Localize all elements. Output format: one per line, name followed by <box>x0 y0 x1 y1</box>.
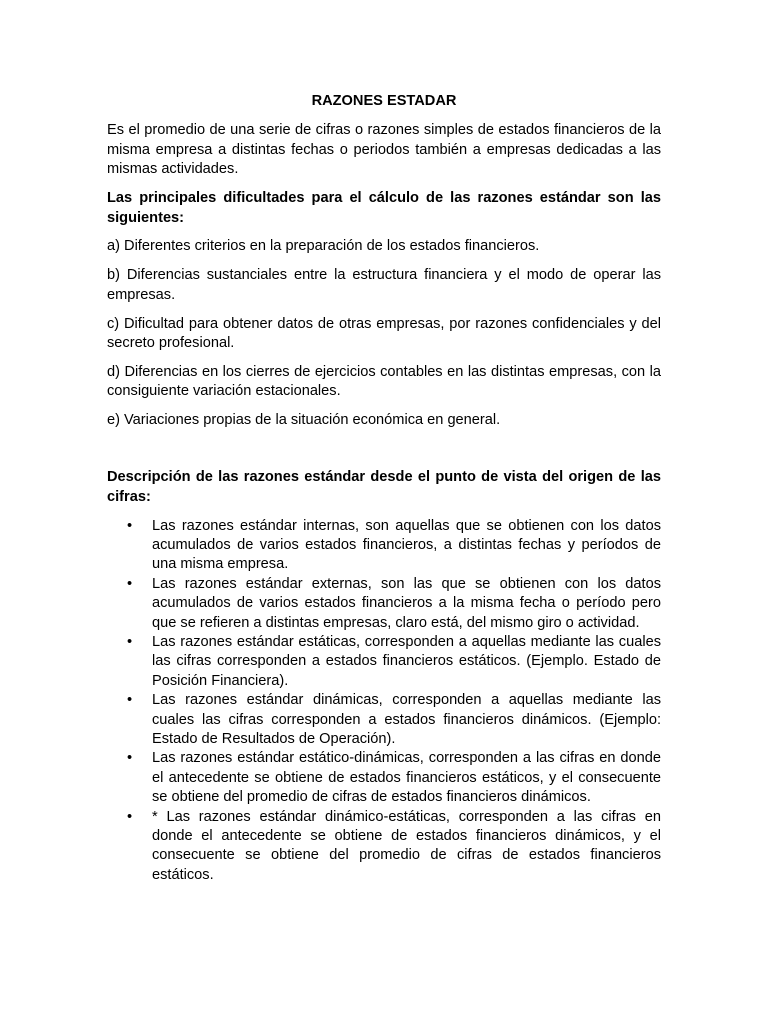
difficulty-item-b: b) Diferencias sustanciales entre la estructura financiera y el modo de operar las empresas. <box>107 267 661 303</box>
list-item <box>107 808 661 886</box>
document-page <box>107 92 661 885</box>
difficulty-item-c: c) Dificultad para obtener datos de otras empresas, por razones confidenciales y del secreto profesional. <box>107 315 661 352</box>
bullet-list <box>107 517 661 886</box>
list-item <box>107 517 661 575</box>
bullet-icon: • <box>127 808 133 825</box>
list-item-text: Las razones estándar dinámicas, corresponden a aquellas mediante las cuales las cifras corresponden a estados financieros dinámicos. (Ejemplo: Estado de Resultados de Operación). <box>152 692 661 747</box>
description-heading: Descripción de las razones estándar desde el punto de vista del origen de las cifras: <box>107 469 661 505</box>
difficulties-heading: Las principales dificultades para el cálculo de las razones estándar son las siguientes: <box>107 190 661 226</box>
list-item-text: Las razones estándar estático-dinámicas, corresponden a las cifras en donde el antecedente se obtiene de estados financieros estáticos, y el consecuente se obtiene del promedio de cifras de estados financieros dinámicos. <box>152 750 661 806</box>
list-item <box>107 633 661 691</box>
bullet-icon: • <box>127 517 133 534</box>
difficulty-item-d: d) Diferencias en los cierres de ejercicios contables en las distintas empresas, con la consiguiente variación estacionales. <box>107 363 661 400</box>
list-item <box>107 691 661 749</box>
list-item <box>107 575 661 633</box>
bullet-icon: • <box>127 575 133 592</box>
section-spacer <box>107 440 661 468</box>
difficulty-item-a: a) Diferentes criterios en la preparación de los estados financieros. <box>107 238 540 255</box>
list-item-text: Las razones estándar estáticas, corresponden a aquellas mediante las cuales las cifras corresponden a estados financieros estáticos. (Ejemplo. Estado de Posición Financiera). <box>152 633 661 689</box>
list-item-text: * Las razones estándar dinámico-estáticas, corresponden a las cifras en donde el antecedente se obtiene de estados financieros dinámicos, y el consecuente se obtiene del promedio de cifras de estados financieros estáticos. <box>152 808 661 883</box>
bullet-icon: • <box>127 750 133 767</box>
document-title: RAZONES ESTADAR <box>311 93 457 109</box>
difficulty-item-e: e) Variaciones propias de la situación económica en general. <box>107 412 501 429</box>
list-item-text: Las razones estándar externas, son las que se obtienen con los datos acumulados de varios estados financieros a la misma fecha o período pero que se refieren a distintas empresas, claro está, del mismo giro o actividad. <box>152 575 661 631</box>
intro-paragraph: Es el promedio de una serie de cifras o razones simples de estados financieros de la misma empresa a distintas fechas o periodos también a empresas dedicadas a las mismas actividades. <box>107 122 661 178</box>
bullet-icon: • <box>127 692 133 709</box>
list-item-text: Las razones estándar internas, son aquellas que se obtienen con los datos acumulados de varios estados financieros, a distintas fechas y períodos de una misma empresa. <box>152 517 661 573</box>
list-item <box>107 749 661 807</box>
bullet-icon: • <box>127 633 133 650</box>
